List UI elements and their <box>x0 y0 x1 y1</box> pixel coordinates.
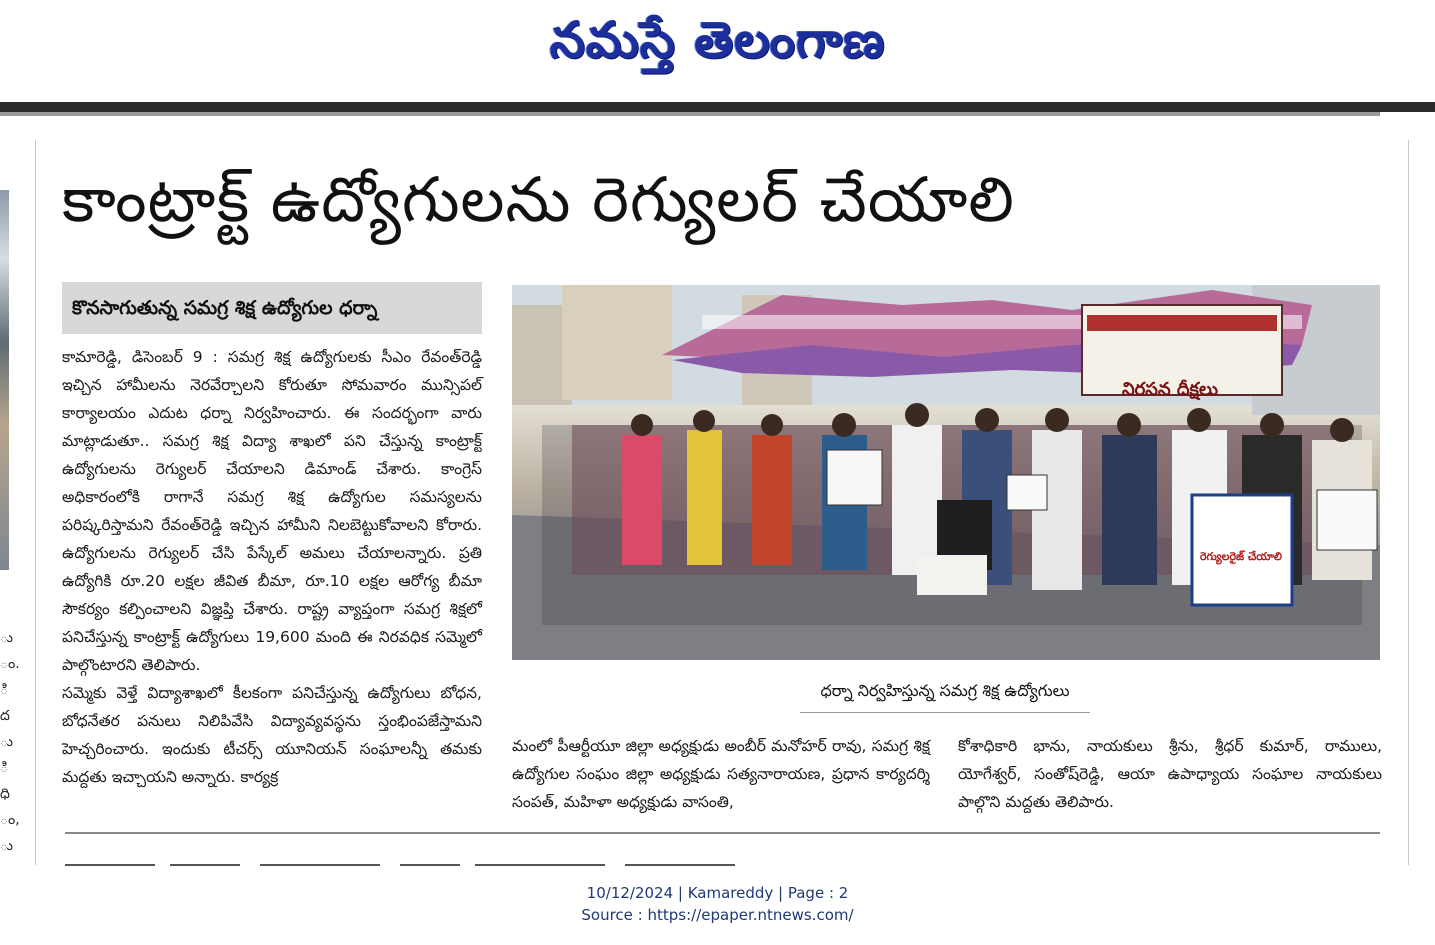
page-footer <box>0 866 1435 945</box>
footer-date-edition: 10/12/2024 | Kamareddy | Page : 2 <box>586 884 849 902</box>
protest-photo-illustration <box>512 285 1380 660</box>
masthead-rule-secondary <box>0 112 1380 116</box>
photo-caption: ధర్నా నిర్వహిస్తున్న సమగ్ర శిక్ష ఉద్యోగులు <box>800 676 1090 713</box>
article-subheadline: కొనసాగుతున్న సమగ్ర శిక్ష ఉద్యోగుల ధర్నా <box>62 282 482 334</box>
article-paragraph: సమ్మెకు వెళ్తే విద్యాశాఖలో కీలకంగా పనిచేస్తున్న ఉద్యోగులు బోధన, బోధనేతర పనులు నిలిపివేసి విద్యావ్యవస్థను స్తంభింపజేస్తామని హెచ్చరించారు. ఇందుకు టీచర్స్ యూనియన్ సంఘాలన్నీ తమకు మద్దతు ఇచ్చాయని అన్నారు. కార్యక్ర <box>62 684 482 786</box>
adjacent-article-text-edge <box>0 625 20 859</box>
protest-banner-text: నిరసన దీక్షలు <box>1122 379 1218 400</box>
article-paragraph: మంలో పీఆర్టీయూ జిల్లా అధ్యక్షుడు అంబీర్ మనోహర్ రావు, సమగ్ర శిక్ష ఉద్యోగుల సంఘం జిల్లా అధ్యక్షుడు సత్యనారాయణ, ప్రధాన కార్యదర్శి సంపత్, మహిళా అధ్యక్షుడు వాసంతి, <box>512 737 930 811</box>
page-frame-left <box>35 140 36 865</box>
article-end-rule <box>65 832 1380 834</box>
next-article-headline-fragment <box>65 852 765 866</box>
adjacent-text-fragment: ద <box>0 708 10 724</box>
adjacent-text-fragment: ు <box>0 734 13 750</box>
article-paragraph: కోశాధికారి భాను, నాయకులు శ్రీను, శ్రీధర్ కుమార్, రాములు, యోగేశ్వర్, సంతోష్‌రెడ్డి, ఆయా ఉపాధ్యాయ సంఘాల నాయకులు పాల్గొని మద్దతు తెలిపారు. <box>958 737 1382 811</box>
article-column-2 <box>512 732 930 816</box>
adjacent-text-fragment: ి <box>0 760 9 776</box>
adjacent-text-fragment: ం, <box>0 812 20 828</box>
article-paragraph: కామారెడ్డి, డిసెంబర్ 9 : సమగ్ర శిక్ష ఉద్యోగులకు సీఎం రేవంత్‌రెడ్డి ఇచ్చిన హామీలను నెరవేర్చాలని కోరుతూ సోమవారం మున్సిపల్ కార్యాలయం ఎదుట ధర్నా నిర్వహించారు. ఈ సందర్భంగా వారు మాట్లాడుతూ.. సమగ్ర శిక్ష విద్యా శాఖలో పని చేస్తున్న కాంట్రాక్ట్ ఉద్యోగులను రెగ్యులర్ చేయాలని డిమాండ్ చేశారు. కాంగ్రెస్ అధికారంలోకి రాగానే సమగ్ర శిక్ష ఉద్యోగుల సమస్యలను పరిష్కరిస్తామని రేవంత్‌రెడ్డి ఇచ్చిన హామీని నిలబెట్టుకోవాలని కోరారు. ఉద్యోగులను రెగ్యులర్ చేసి పేస్కేల్ అమలు చేయాలన్నారు. ప్రతి ఉద్యోగికి రూ.20 లక్షల జీవిత బీమా, రూ.10 లక్షల ఆరోగ్య బీమా సౌకర్యం కల్పించాలని విజ్ఞప్తి చేశారు. రాష్ట్ర వ్యాప్తంగా సమగ్ర శిక్షలో పనిచేస్తున్న కాంట్రాక్ట్ ఉద్యోగులు 19,600 మంది ఈ నిరవధిక సమ్మెలో పాల్గొంటారని తెలిపారు. <box>62 348 482 674</box>
article-column-1 <box>62 343 482 791</box>
adjacent-article-photo-edge <box>0 190 9 570</box>
article-column-3 <box>958 732 1382 816</box>
adjacent-text-fragment: ు <box>0 838 13 854</box>
masthead-rule <box>0 102 1435 112</box>
adjacent-text-fragment: ి <box>0 682 9 698</box>
newspaper-logo: నమస్తే తెలంగాణ <box>549 11 886 69</box>
adjacent-text-fragment: ధి <box>0 786 10 802</box>
adjacent-text-fragment: ు <box>0 630 13 646</box>
footer-source-link[interactable]: Source : https://epaper.ntnews.com/ <box>581 906 854 924</box>
placard-text: రెగ్యులరైజ్ చేయాలి <box>1200 550 1282 563</box>
protest-photo <box>512 285 1380 660</box>
adjacent-text-fragment: ం. <box>0 656 20 672</box>
article-headline: కాంట్రాక్ట్ ఉద్యోగులను రెగ్యులర్ చేయాలి <box>62 163 1015 236</box>
masthead <box>0 0 1435 100</box>
page-frame-right <box>1408 140 1409 865</box>
